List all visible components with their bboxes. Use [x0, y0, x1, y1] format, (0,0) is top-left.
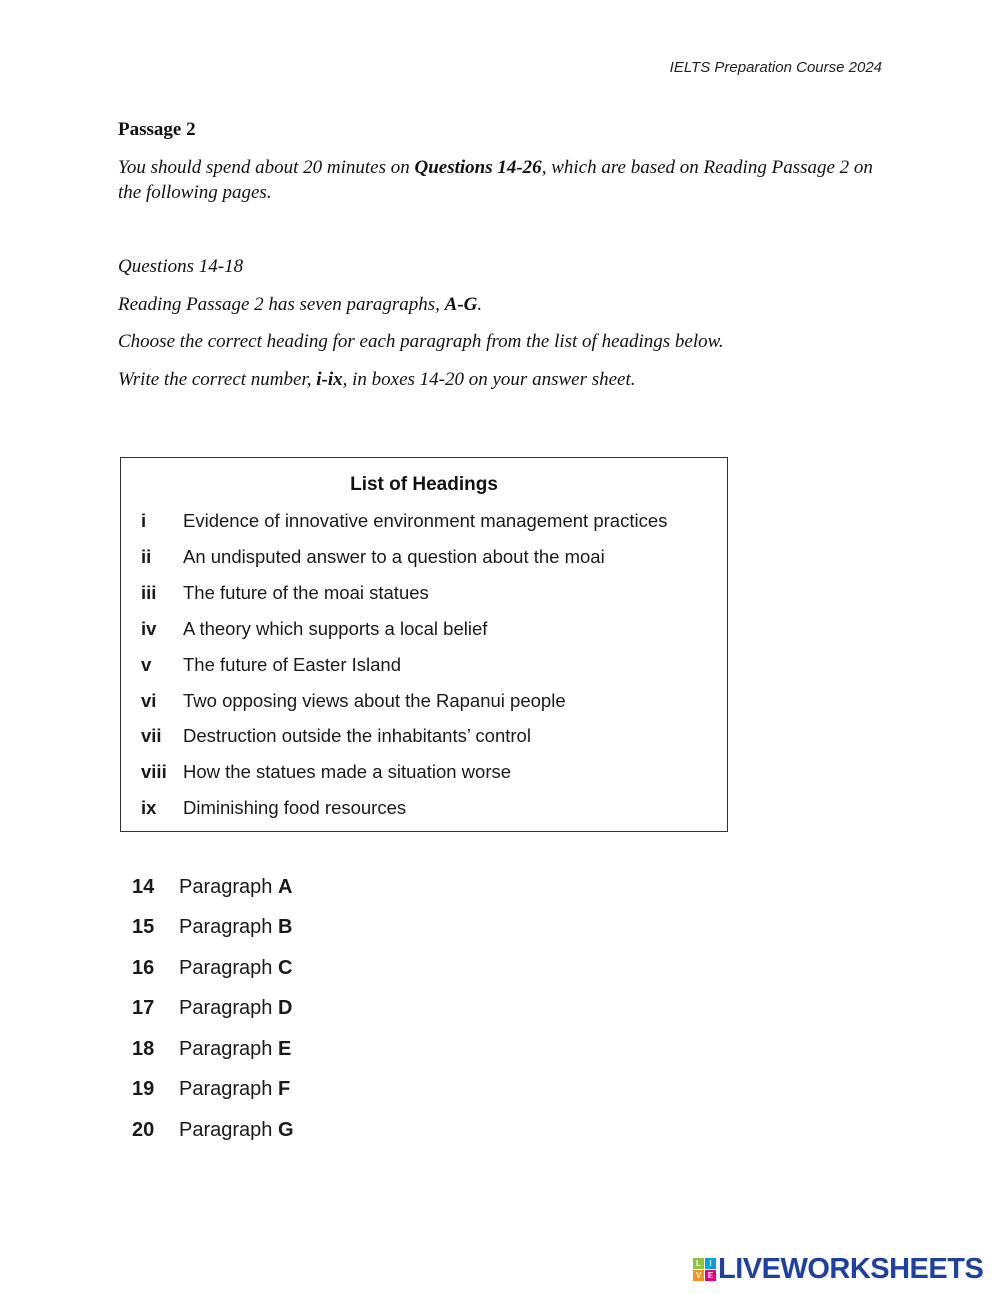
passage-intro	[118, 155, 888, 205]
paragraph-letter: E	[277, 1038, 292, 1060]
heading-text: Evidence of innovative environment management practices	[183, 510, 668, 531]
paragraph-word: Paragraph	[179, 876, 278, 898]
heading-numeral: iii	[141, 582, 157, 603]
heading-text: An undisputed answer to a question about the moai	[183, 546, 605, 567]
paragraph-word: Paragraph	[179, 1119, 278, 1141]
para-count-end: .	[477, 294, 483, 315]
heading-numeral: ii	[141, 546, 152, 567]
paragraph-letter: D	[277, 997, 293, 1019]
question-label	[179, 916, 292, 939]
logo-tile: L	[693, 1258, 704, 1269]
question-number: 20	[132, 1119, 155, 1141]
numeral-range-bold: i-ix	[316, 369, 343, 390]
question-label	[179, 876, 292, 899]
question-number: 16	[132, 957, 155, 979]
question-number: 19	[132, 1078, 155, 1100]
heading-numeral: vii	[141, 725, 162, 746]
intro-questions-bold: Questions 14-26	[414, 157, 542, 178]
write-instruction	[118, 367, 636, 392]
heading-text: The future of Easter Island	[183, 654, 402, 675]
paragraph-letter: G	[277, 1119, 294, 1141]
question-number: 14	[132, 876, 155, 898]
paragraph-word: Paragraph	[179, 957, 278, 979]
write-text-end: , in boxes 14-20 on your answer sheet.	[342, 369, 636, 390]
heading-text: Diminishing food resources	[183, 797, 407, 818]
heading-text: How the statues made a situation worse	[183, 761, 512, 782]
list-of-headings-box	[120, 457, 728, 832]
logo-tile: E	[705, 1270, 716, 1281]
passage-title: Passage 2	[118, 119, 196, 140]
choose-instruction: Choose the correct heading for each paragraph from the list of headings below.	[118, 331, 724, 352]
paragraph-word: Paragraph	[179, 1038, 278, 1060]
heading-text: A theory which supports a local belief	[183, 618, 488, 639]
heading-text: Destruction outside the inhabitants’ control	[183, 725, 531, 746]
heading-numeral: viii	[141, 761, 167, 782]
question-label	[179, 1038, 291, 1061]
heading-numeral: v	[141, 654, 152, 675]
question-number: 15	[132, 916, 155, 938]
para-count-text: Reading Passage 2 has seven paragraphs,	[118, 294, 445, 315]
question-label	[179, 1078, 290, 1101]
heading-numeral: i	[141, 510, 147, 531]
intro-text-start: You should spend about 20 minutes on	[118, 157, 415, 178]
question-label	[179, 1119, 294, 1142]
questions-range: Questions 14-18	[118, 256, 244, 277]
paragraph-letter: A	[277, 876, 293, 898]
question-number: 18	[132, 1038, 155, 1060]
intro-text-end: , which are based on Reading Passage 2 on the following pages.	[118, 157, 873, 203]
question-number: 17	[132, 997, 155, 1019]
headings-title: List of Headings	[350, 474, 498, 495]
paragraph-count-instruction	[118, 292, 482, 317]
liveworksheets-logo-icon	[693, 1258, 716, 1281]
question-label	[179, 997, 292, 1020]
logo-tile: V	[693, 1270, 704, 1281]
liveworksheets-logo	[693, 1252, 983, 1286]
heading-numeral: ix	[141, 797, 157, 818]
heading-numeral: vi	[141, 690, 157, 711]
question-label	[179, 957, 292, 980]
course-header: IELTS Preparation Course 2024	[669, 59, 882, 76]
paragraph-letter: F	[277, 1078, 291, 1100]
para-range-bold: A-G	[444, 294, 478, 315]
logo-wordmark: LIVEWORKSHEETS	[718, 1252, 984, 1285]
logo-tile: I	[705, 1258, 716, 1269]
paragraph-letter: B	[277, 916, 293, 938]
paragraph-word: Paragraph	[179, 1078, 278, 1100]
heading-numeral: iv	[141, 618, 157, 639]
paragraph-letter: C	[277, 957, 293, 979]
heading-text: The future of the moai statues	[183, 582, 429, 603]
paragraph-word: Paragraph	[179, 916, 278, 938]
write-text-start: Write the correct number,	[118, 369, 317, 390]
heading-text: Two opposing views about the Rapanui people	[183, 690, 566, 711]
paragraph-word: Paragraph	[179, 997, 278, 1019]
